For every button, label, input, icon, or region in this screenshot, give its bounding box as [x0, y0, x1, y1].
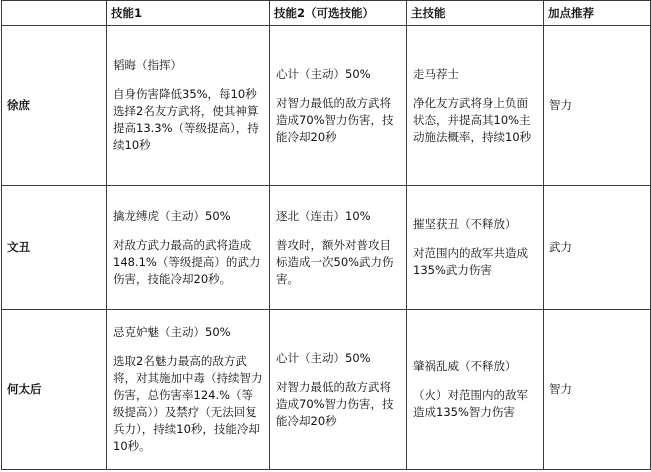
- general-name: 文丑: [2, 186, 107, 310]
- main-skill-cell: [407, 310, 544, 470]
- recommend-cell: 智力: [544, 26, 651, 186]
- skill2-cell: [270, 310, 407, 470]
- main-skill-title: 肇祸乱威（不释放）: [413, 359, 517, 373]
- header-main-skill: 主技能: [407, 1, 544, 26]
- main-skill-title: 摧坚获丑（不释放）: [413, 217, 517, 231]
- skill2-desc: 普攻时，额外对普攻目标造成一次50%武力伤害。: [276, 237, 394, 286]
- general-name: 何太后: [2, 310, 107, 470]
- main-skill-desc: 对范围内的敌军共造成135%武力伤害: [413, 246, 528, 277]
- skill2-cell: [270, 26, 407, 186]
- table-row: [2, 186, 651, 310]
- table-row: [2, 310, 651, 470]
- table-row: [2, 26, 651, 186]
- header-blank: [2, 1, 107, 26]
- main-skill-title: 走马荐士: [413, 66, 459, 81]
- skill2-desc: 对智力最低的敌方武将造成70%智力伤害，技能冷却20秒: [276, 379, 394, 428]
- header-skill2: 技能2（可选技能）: [270, 1, 407, 26]
- recommend-cell: 智力: [544, 310, 651, 470]
- skill1-desc: 对敌方武力最高的武将造成148.1%（等级提高）的武力伤害，技能冷却20秒。: [113, 237, 261, 286]
- general-name: 徐庶: [2, 26, 107, 186]
- recommend-cell: 武力: [544, 186, 651, 310]
- skill2-cell: [270, 186, 407, 310]
- header-recommend: 加点推荐: [544, 1, 651, 26]
- skill1-cell: [107, 186, 270, 310]
- header-skill1: 技能1: [107, 1, 270, 26]
- skills-table: [1, 0, 651, 470]
- skill2-desc: 对智力最低的敌方武将造成70%智力伤害，技能冷却20秒: [276, 95, 394, 144]
- skill2-title: 心计（主动）50%: [276, 350, 371, 365]
- skill2-title: 逐北（连击）10%: [276, 208, 371, 223]
- main-skill-cell: [407, 186, 544, 310]
- skill1-desc: 自身伤害降低35%，每10秒选择2名友方武将，使其神算提高13.3%（等级提高），持续10秒: [113, 87, 259, 152]
- main-skill-cell: [407, 26, 544, 186]
- skill2-title: 心计（主动）50%: [276, 66, 371, 81]
- skill1-title: 忌克妒魅（主动）50%: [113, 325, 231, 339]
- skill1-title: 韬晦（指挥）: [113, 58, 182, 72]
- skill1-cell: [107, 310, 270, 470]
- skill1-title: 擒龙缚虎（主动）50%: [113, 208, 231, 223]
- main-skill-desc: （火）对范围内的敌军造成135%智力伤害: [413, 388, 528, 419]
- header-row: [2, 1, 651, 26]
- main-skill-desc: 净化友方武将身上负面状态，并提高其10%主动施法概率，持续10秒: [413, 95, 532, 144]
- skill1-cell: [107, 26, 270, 186]
- skill1-desc: 选取2名魅力最高的敌方武将，对其施加中毒（持续智力伤害，总伤害率124.%（等级提高））及禁疗（无法回复兵力），持续10秒，技能冷却10秒。: [113, 354, 263, 453]
